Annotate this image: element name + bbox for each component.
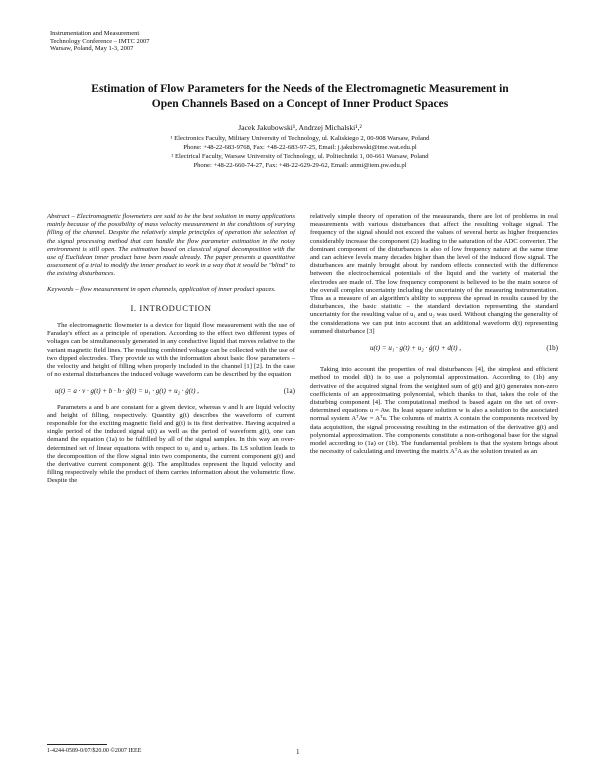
keywords: [47, 286, 295, 294]
intro-paragraph-1: The electromagnetic flowmeter is a device for liquid flow measurement with the use of Faraday's effect as a principle of operation. According to the effect two different types of voltages can be simultaneously generated in any conductive liquid that moves relative to the variant magnetic field lines. The resulting combined voltage can be collected with the use of two dipped electrodes. They provide us with the information about basic flow parameters – the velocity and height of filling when properly included in the channel [1] [2]. In the case of no external disturbances the induced voltage waveform can be described by the equation: [47, 322, 295, 379]
right-column: [310, 213, 558, 456]
equation-1a-number: (1a): [283, 387, 295, 396]
abstract-text: – Electromagnetic flowmeters are said to be the best solution in many applications mainly because of the possibility of mass velocity measurement in the conditions of varying filling of the channel. Despite the relatively simple principles of operation the selection of the signal processing method that can handle the flow parameter estimation in the noisy environment is still open. The estimation based on classical signal decomposition with the use of Euclidean inner product have been made already. The paper presents a quantitative assessment of a trial to modify the inner product to work in a way that it would be "blind" to the existing disturbances.: [47, 213, 295, 278]
page-number: 1: [296, 748, 300, 756]
equation-1b: [370, 344, 558, 352]
paper-title: [40, 82, 560, 112]
equation-1a-body: u(t) = a · v · g(t) + b · h · ġ(t) = u₁ · g(t) + u₂ · ġ(t) ,: [55, 387, 199, 396]
abstract-label: Abstract: [47, 213, 70, 220]
authors: Jacek Jakubowski¹, Andrzej Michalski¹,²: [238, 123, 362, 132]
footer-rule: [47, 744, 107, 745]
affiliations: [60, 134, 540, 170]
title-line-1: Estimation of Flow Parameters for the Needs of the Electromagnetic Measurement in: [91, 83, 509, 95]
header-line-2: Technology Conference – IMTC 2007: [50, 37, 150, 45]
right-paragraph-2: Taking into account the properties of real disturbances [4], the simplest and efficient method to model d(t) is to use a polynomial approximation. According to (1b) any derivative of the acquired signal from the weighted sum of g(t) and ġ(t) generates non-zero coefficients of an approximating polynomial, which thanks to that, takes the role of the disturbing component [4]. The computational method is based again on the set of over-determined equations u = Aw. Its least square solution w is also a solution to the associated normal system AᵀAw = Aᵀu. The columns of matrix A contain the components received by data acquisition, the signal processing resulting in the estimation of the derivative ġ(t) and polynomial approximation. The components constitute a non-orthogonal base for the signal model according to (1a) or (1b). The fundamental problem is that the system brings about the necessity of calculating and inverting the matrix AᵀA as the solution treated as an: [310, 366, 558, 456]
equation-1a: [55, 387, 295, 395]
keywords-text: – flow measurement in open channels, application of inner product spaces.: [73, 285, 276, 293]
keywords-label: Keywords: [47, 285, 74, 293]
equation-1b-number: (1b): [546, 344, 558, 353]
equation-1b-body: u(t) = u₁ · g(t) + u₂ · ġ(t) + d(t) ,: [370, 344, 461, 353]
affiliation-2: ² Electrical Faculty, Warsaw University of Technology, ul. Politechniki 1, 00-661 Warsaw, Poland: [171, 153, 429, 160]
conference-header: [50, 30, 150, 53]
affiliation-2-contact: Phone: +48-22-660-74-27, Fax: +48-22-629-29-62, Email: anmi@iem.pw.edu.pl: [193, 162, 407, 169]
affiliation-1: ¹ Electronics Faculty, Military University of Technology, ul. Kaliskiego 2, 00-908 Warsaw, Poland: [170, 135, 430, 142]
section-heading-introduction: I. INTRODUCTION: [130, 302, 212, 313]
intro-paragraph-2: Parameters a and b are constant for a given device, whereas v and h are liquid velocity and height of filling, respectively. Quantity g(t) describes the waveform of current responsible for the exciting magnetic field and ġ(t) is its first derivative. Having acquired a single period of the induced signal u(t) as well as the period of waveform g(t), one can demand the equation (1a) to be fulfilled by all of the signal samples. In this way an over-determined set of linear equations with respect to u₁ and u₂ arises. Its LS solution leads to the decomposition of the flow signal into two components, the current component g(t) and the derivative current component ġ(t). The amplitudes represent the liquid velocity and filling respectively while the product of them carries information about the volumetric flow. Despite the: [47, 403, 295, 485]
title-line-2: Open Channels Based on a Concept of Inner Product Spaces: [151, 98, 449, 110]
right-paragraph-1: relatively simple theory of operation of the measurands, there are lot of problems in real measurements with various disturbances that affect the resulting voltage signal. The frequency of the signal should not exceed the values of several hertz as higher frequencies considerably increase the component (2) leading to the saturation of the ADC converter. The dominant component of the disturbances is also of low frequency nature at the same time and can achieve levels many decades higher than the level of the induced flow signal. The disturbances are mainly brought about by random effects connected with the difference between the electrochemical potentials of the liquid and the variety of material the electrodes are made of. The low frequency component is believed to be the main source of the overall complex uncertainty including the uncertainty of the measuring instrumentation. Thus as a measure of an algorithm's ability to suppress the spread in results caused by the disturbances, the basic statistic – the standard deviation representing the standard uncertainty for the resulting value of u₁ and u₂ was used. Without changing the generality of the considerations we can put into account that an additional waveform d(t) representing summed disturbance [3]: [310, 213, 558, 335]
header-line-3: Warsaw, Poland, May 1-3, 2007: [50, 45, 134, 53]
left-column: [47, 213, 295, 486]
footer-copyright: 1-4244-0589-0/07/$20.00 ©2007 IEEE: [47, 748, 142, 754]
abstract: [47, 213, 295, 279]
affiliation-1-contact: Phone: +48-22-683-9768, Fax: +48-22-683-97-25, Email: j.jakubowski@ime.wat.edu.pl: [183, 144, 417, 151]
header-line-1: Instrumentation and Measurement: [50, 30, 140, 37]
